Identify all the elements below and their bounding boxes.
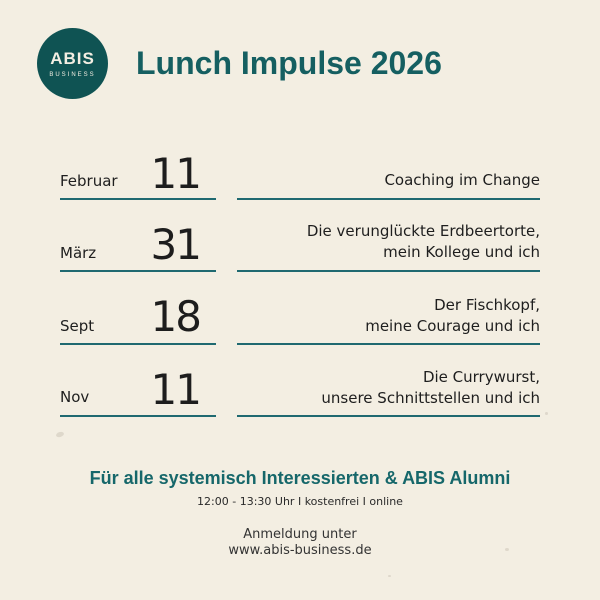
event-topic — [220, 170, 540, 191]
event-month: März — [60, 244, 97, 262]
topic-divider-line — [237, 343, 540, 345]
paper-speck — [545, 412, 548, 415]
page-title: Lunch Impulse 2026 — [136, 45, 442, 81]
date-divider-line — [60, 270, 216, 272]
paper-speck — [55, 431, 64, 438]
event-month: Sept — [60, 317, 95, 335]
event-topic-line: unsere Schnittstellen und ich — [321, 389, 540, 407]
topic-divider-line — [237, 270, 540, 272]
event-topic-line: Die Currywurst, — [422, 368, 540, 386]
event-topic — [220, 367, 540, 409]
event-day: 11 — [150, 365, 200, 414]
event-topic-line: Coaching im Change — [384, 171, 540, 189]
date-divider-line — [60, 415, 216, 417]
event-month: Februar — [60, 172, 118, 190]
event-topic-line: Der Fischkopf, — [434, 296, 540, 314]
event-topic — [220, 295, 540, 337]
event-details: 12:00 - 13:30 Uhr I kostenfrei I online — [197, 495, 403, 508]
logo-sub-text: BUSINESS — [49, 72, 96, 78]
event-month: Nov — [60, 388, 90, 406]
registration-label: Anmeldung unter — [243, 527, 357, 542]
event-day: 18 — [150, 292, 200, 341]
abis-business-logo — [37, 28, 108, 99]
event-topic-line: Die verunglückte Erdbeertorte, — [306, 222, 540, 240]
date-divider-line — [60, 198, 216, 200]
logo-main-text: ABIS — [50, 49, 95, 68]
event-day: 11 — [150, 149, 200, 198]
event-day: 31 — [150, 220, 200, 269]
event-topic-line: mein Kollege und ich — [383, 243, 540, 261]
topic-divider-line — [237, 415, 540, 417]
date-divider-line — [60, 343, 216, 345]
audience-headline: Für alle systemisch Interessierten & ABIS Alumni — [89, 468, 511, 488]
topic-divider-line — [237, 198, 540, 200]
paper-speck — [388, 575, 391, 577]
event-topic-line: meine Courage und ich — [365, 317, 540, 335]
website-link[interactable]: www.abis-business.de — [228, 543, 372, 558]
event-topic — [220, 221, 540, 263]
